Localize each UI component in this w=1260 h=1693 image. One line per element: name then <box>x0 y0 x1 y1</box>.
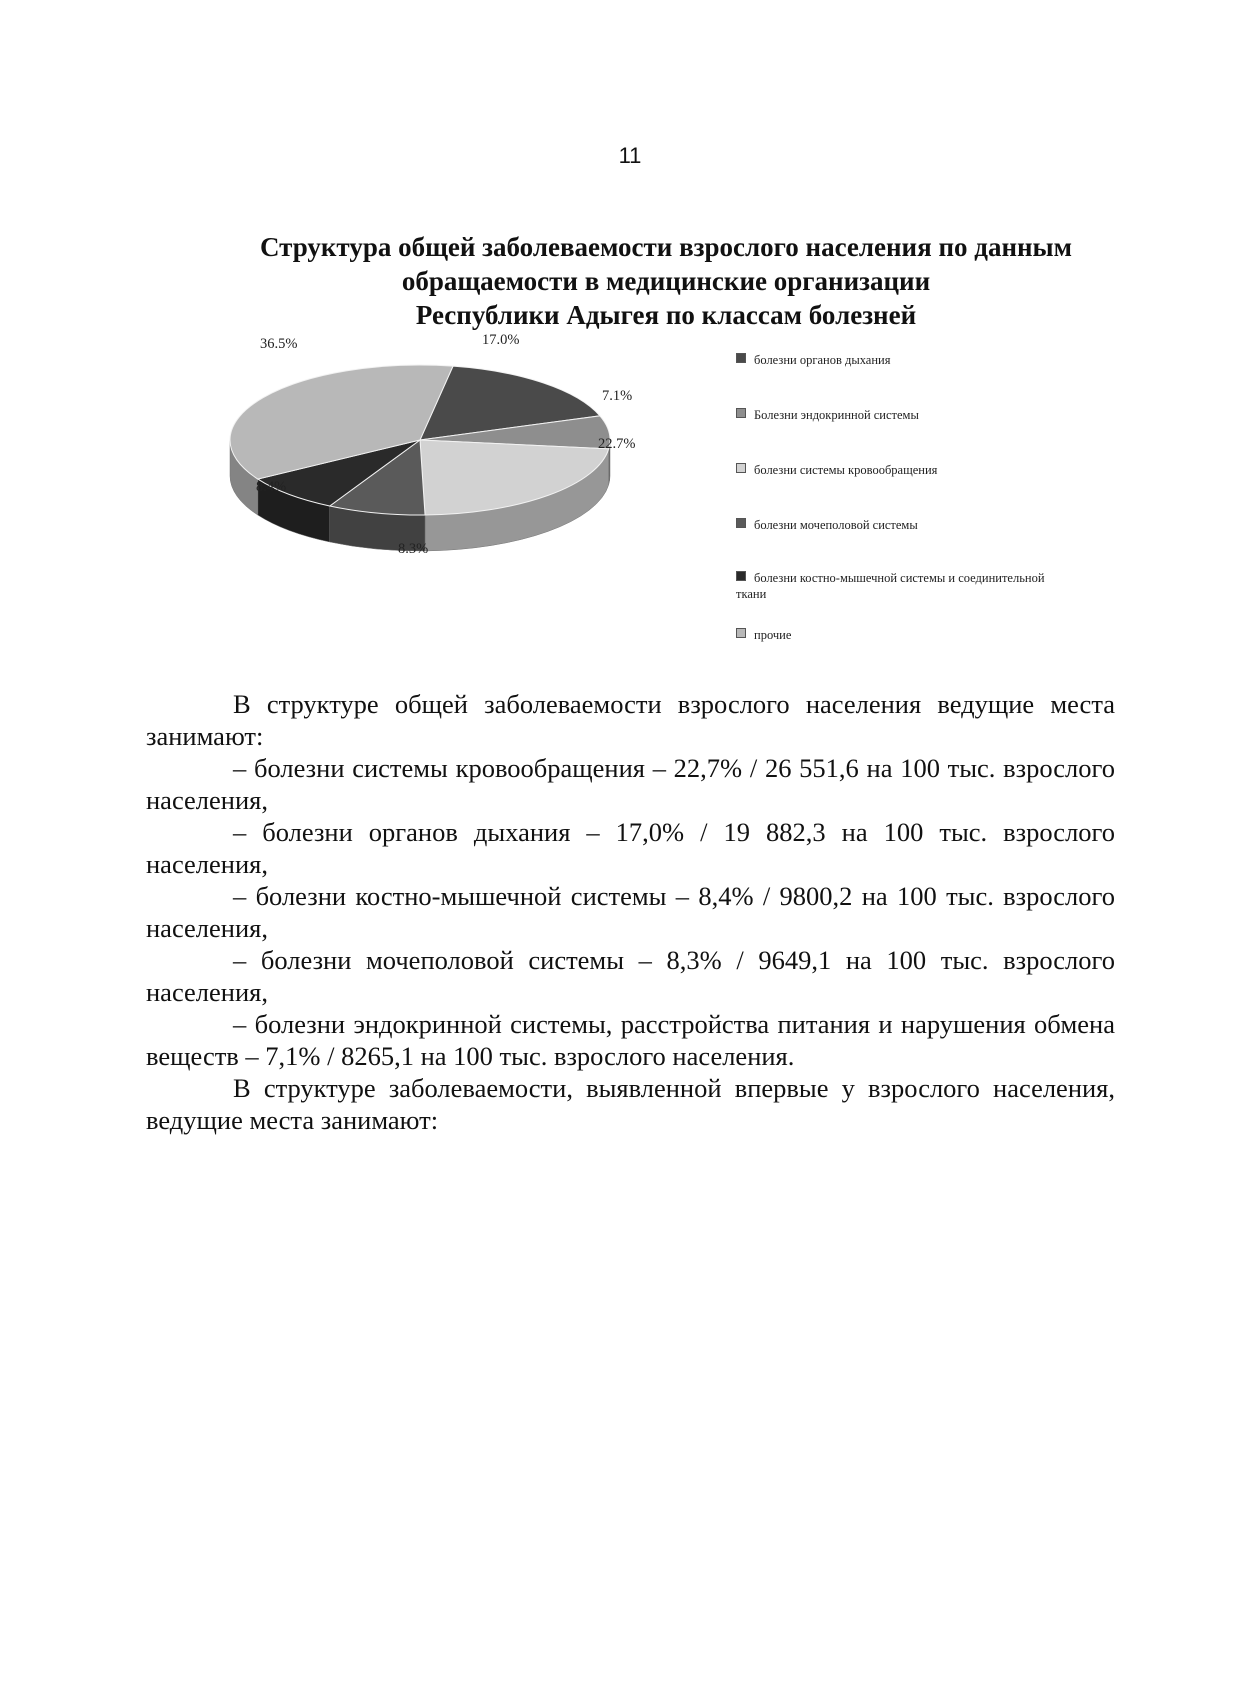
chart-title <box>222 230 1110 332</box>
legend-swatch <box>736 408 746 418</box>
chart-title-line: Республики Адыгея по классам болезней <box>415 300 917 330</box>
list-item: – болезни костно-мышечной системы – 8,4% / 9800,2 на 100 тыс. взрослого населения, <box>146 881 1115 943</box>
intro-paragraph: В структуре общей заболеваемости взрослого населения ведущие места занимают: <box>146 689 1115 751</box>
legend-item <box>736 627 1076 643</box>
list-item: – болезни эндокринной системы, расстройства питания и нарушения обмена веществ – 7,1% / 8265,1 на 100 тыс. взрослого населения. <box>146 1009 1115 1071</box>
pie-chart <box>230 332 670 590</box>
body-text <box>146 688 1115 1136</box>
pie-data-label: 8.3% <box>398 541 429 557</box>
second-paragraph: В структуре заболеваемости, выявленной впервые у взрослого населения, ведущие места занимают: <box>146 1073 1115 1135</box>
chart-title-line: Структура общей заболеваемости взрослого населения по данным <box>259 232 1073 262</box>
legend-swatch <box>736 463 746 473</box>
legend-item <box>736 462 1076 478</box>
legend-swatch <box>736 571 746 581</box>
pie-data-label: 17.0% <box>482 332 520 348</box>
chart-title-line: обращаемости в медицинские организации <box>401 266 931 296</box>
legend-label: прочие <box>754 628 792 642</box>
list-item: – болезни мочеполовой системы – 8,3% / 9649,1 на 100 тыс. взрослого населения, <box>146 945 1115 1007</box>
pie-data-label: 7.1% <box>602 388 633 404</box>
legend-item <box>736 517 1076 533</box>
legend-label: болезни костно-мышечной системы и соединительной ткани <box>736 571 1045 601</box>
legend-swatch <box>736 518 746 528</box>
legend-item <box>736 352 1076 368</box>
legend-label: болезни мочеполовой системы <box>754 518 918 532</box>
page-number: 11 <box>618 143 642 168</box>
legend-swatch <box>736 353 746 363</box>
pie-data-label: 36.5% <box>260 336 298 352</box>
legend-label: болезни системы кровообращения <box>754 463 938 477</box>
pie-data-label: 22.7% <box>598 436 636 452</box>
list-item: – болезни органов дыхания – 17,0% / 19 882,3 на 100 тыс. взрослого населения, <box>146 817 1115 879</box>
legend-swatch <box>736 628 746 638</box>
list-item: – болезни системы кровообращения – 22,7% / 26 551,6 на 100 тыс. взрослого населения, <box>146 753 1115 815</box>
legend-item <box>736 570 1076 602</box>
legend-item <box>736 407 1076 423</box>
legend-label: болезни органов дыхания <box>754 353 891 367</box>
legend-label: Болезни эндокринной системы <box>754 408 919 422</box>
pie-data-label: 8.4% <box>256 479 287 495</box>
